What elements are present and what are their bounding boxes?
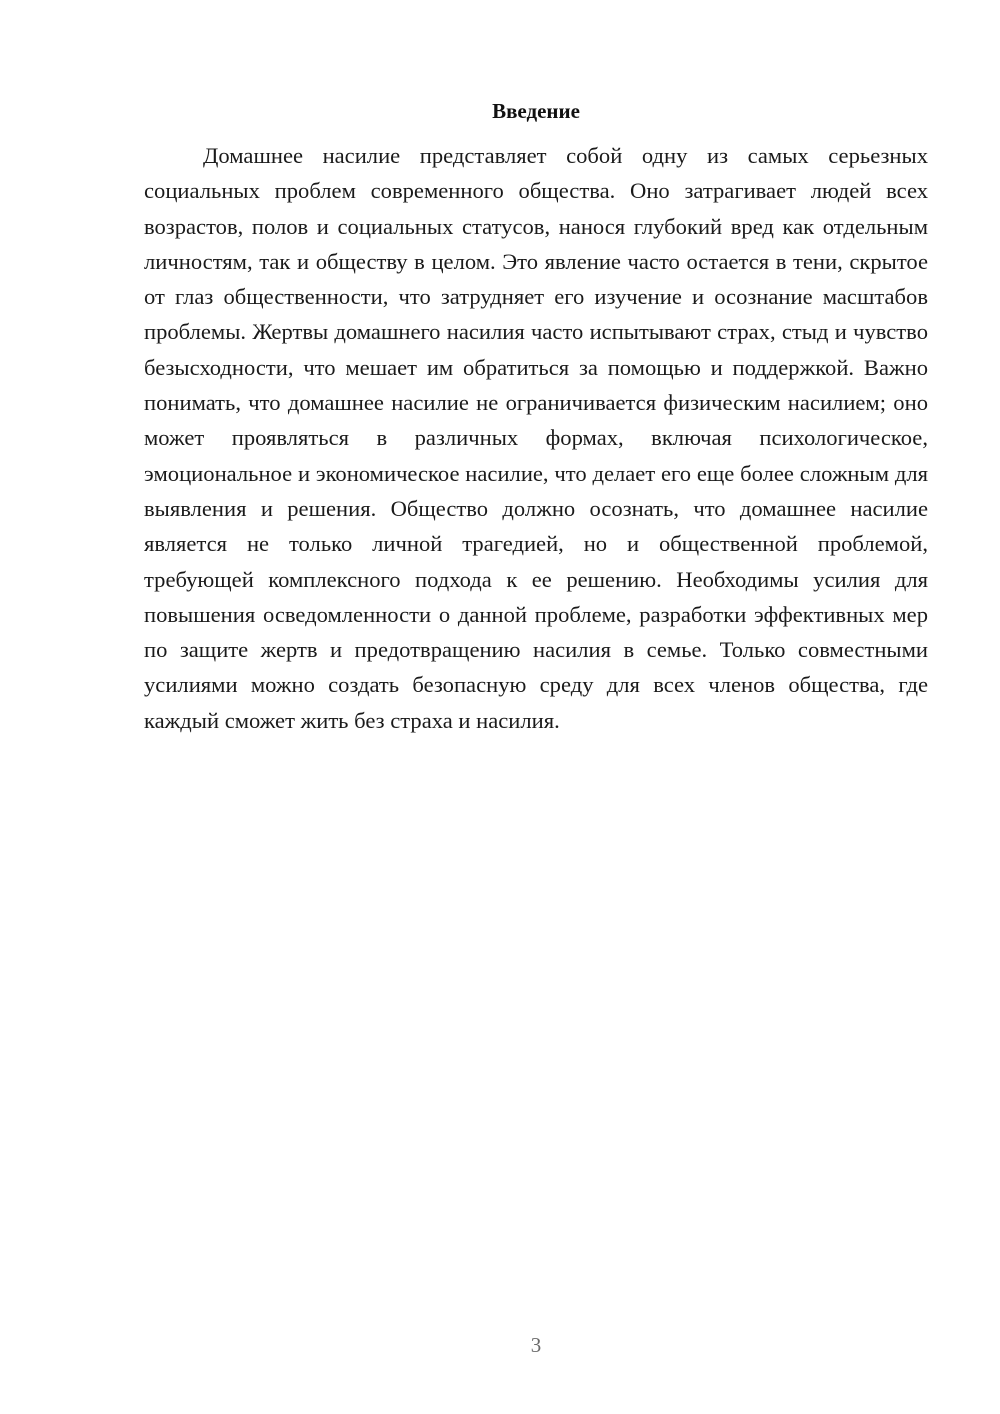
page-number: 3 xyxy=(530,1333,542,1357)
section-heading: Введение xyxy=(492,99,580,123)
body-paragraph: Домашнее насилие представляет собой одну из самых серьезных социальных проблем современного общества. Оно затрагивает людей всех возрастов, полов и социальных статусов, нанося глубокий вред как отдельным личностям, так и обществу в целом. Это явление часто остается в тени, скрытое от глаз общественности, что затрудняет его изучение и осознание масштабов проблемы. Жертвы домашнего насилия часто испытывают страх, стыд и чувство безысходности, что мешает им обратиться за помощью и поддержкой. Важно понимать, что домашнее насилие не ограничивается физическим насилием; оно может проявляться в различных формах, включая психологическое, эмоциональное и экономическое насилие, что делает его еще более сложным для выявления и решения. Общество должно осознать, что домашнее насилие является не только личной трагедией, но и общественной проблемой, требующей комплексного подхода к ее решению. Необходимы усилия для повышения осведомленности о данной проблеме, разработки эффективных мер по защите жертв и предотвращению насилия в семье. Только совместными усилиями можно создать безопасную среду для всех членов общества, где каждый сможет жить без страха и насилия. xyxy=(144,143,928,733)
page-content xyxy=(144,96,928,738)
